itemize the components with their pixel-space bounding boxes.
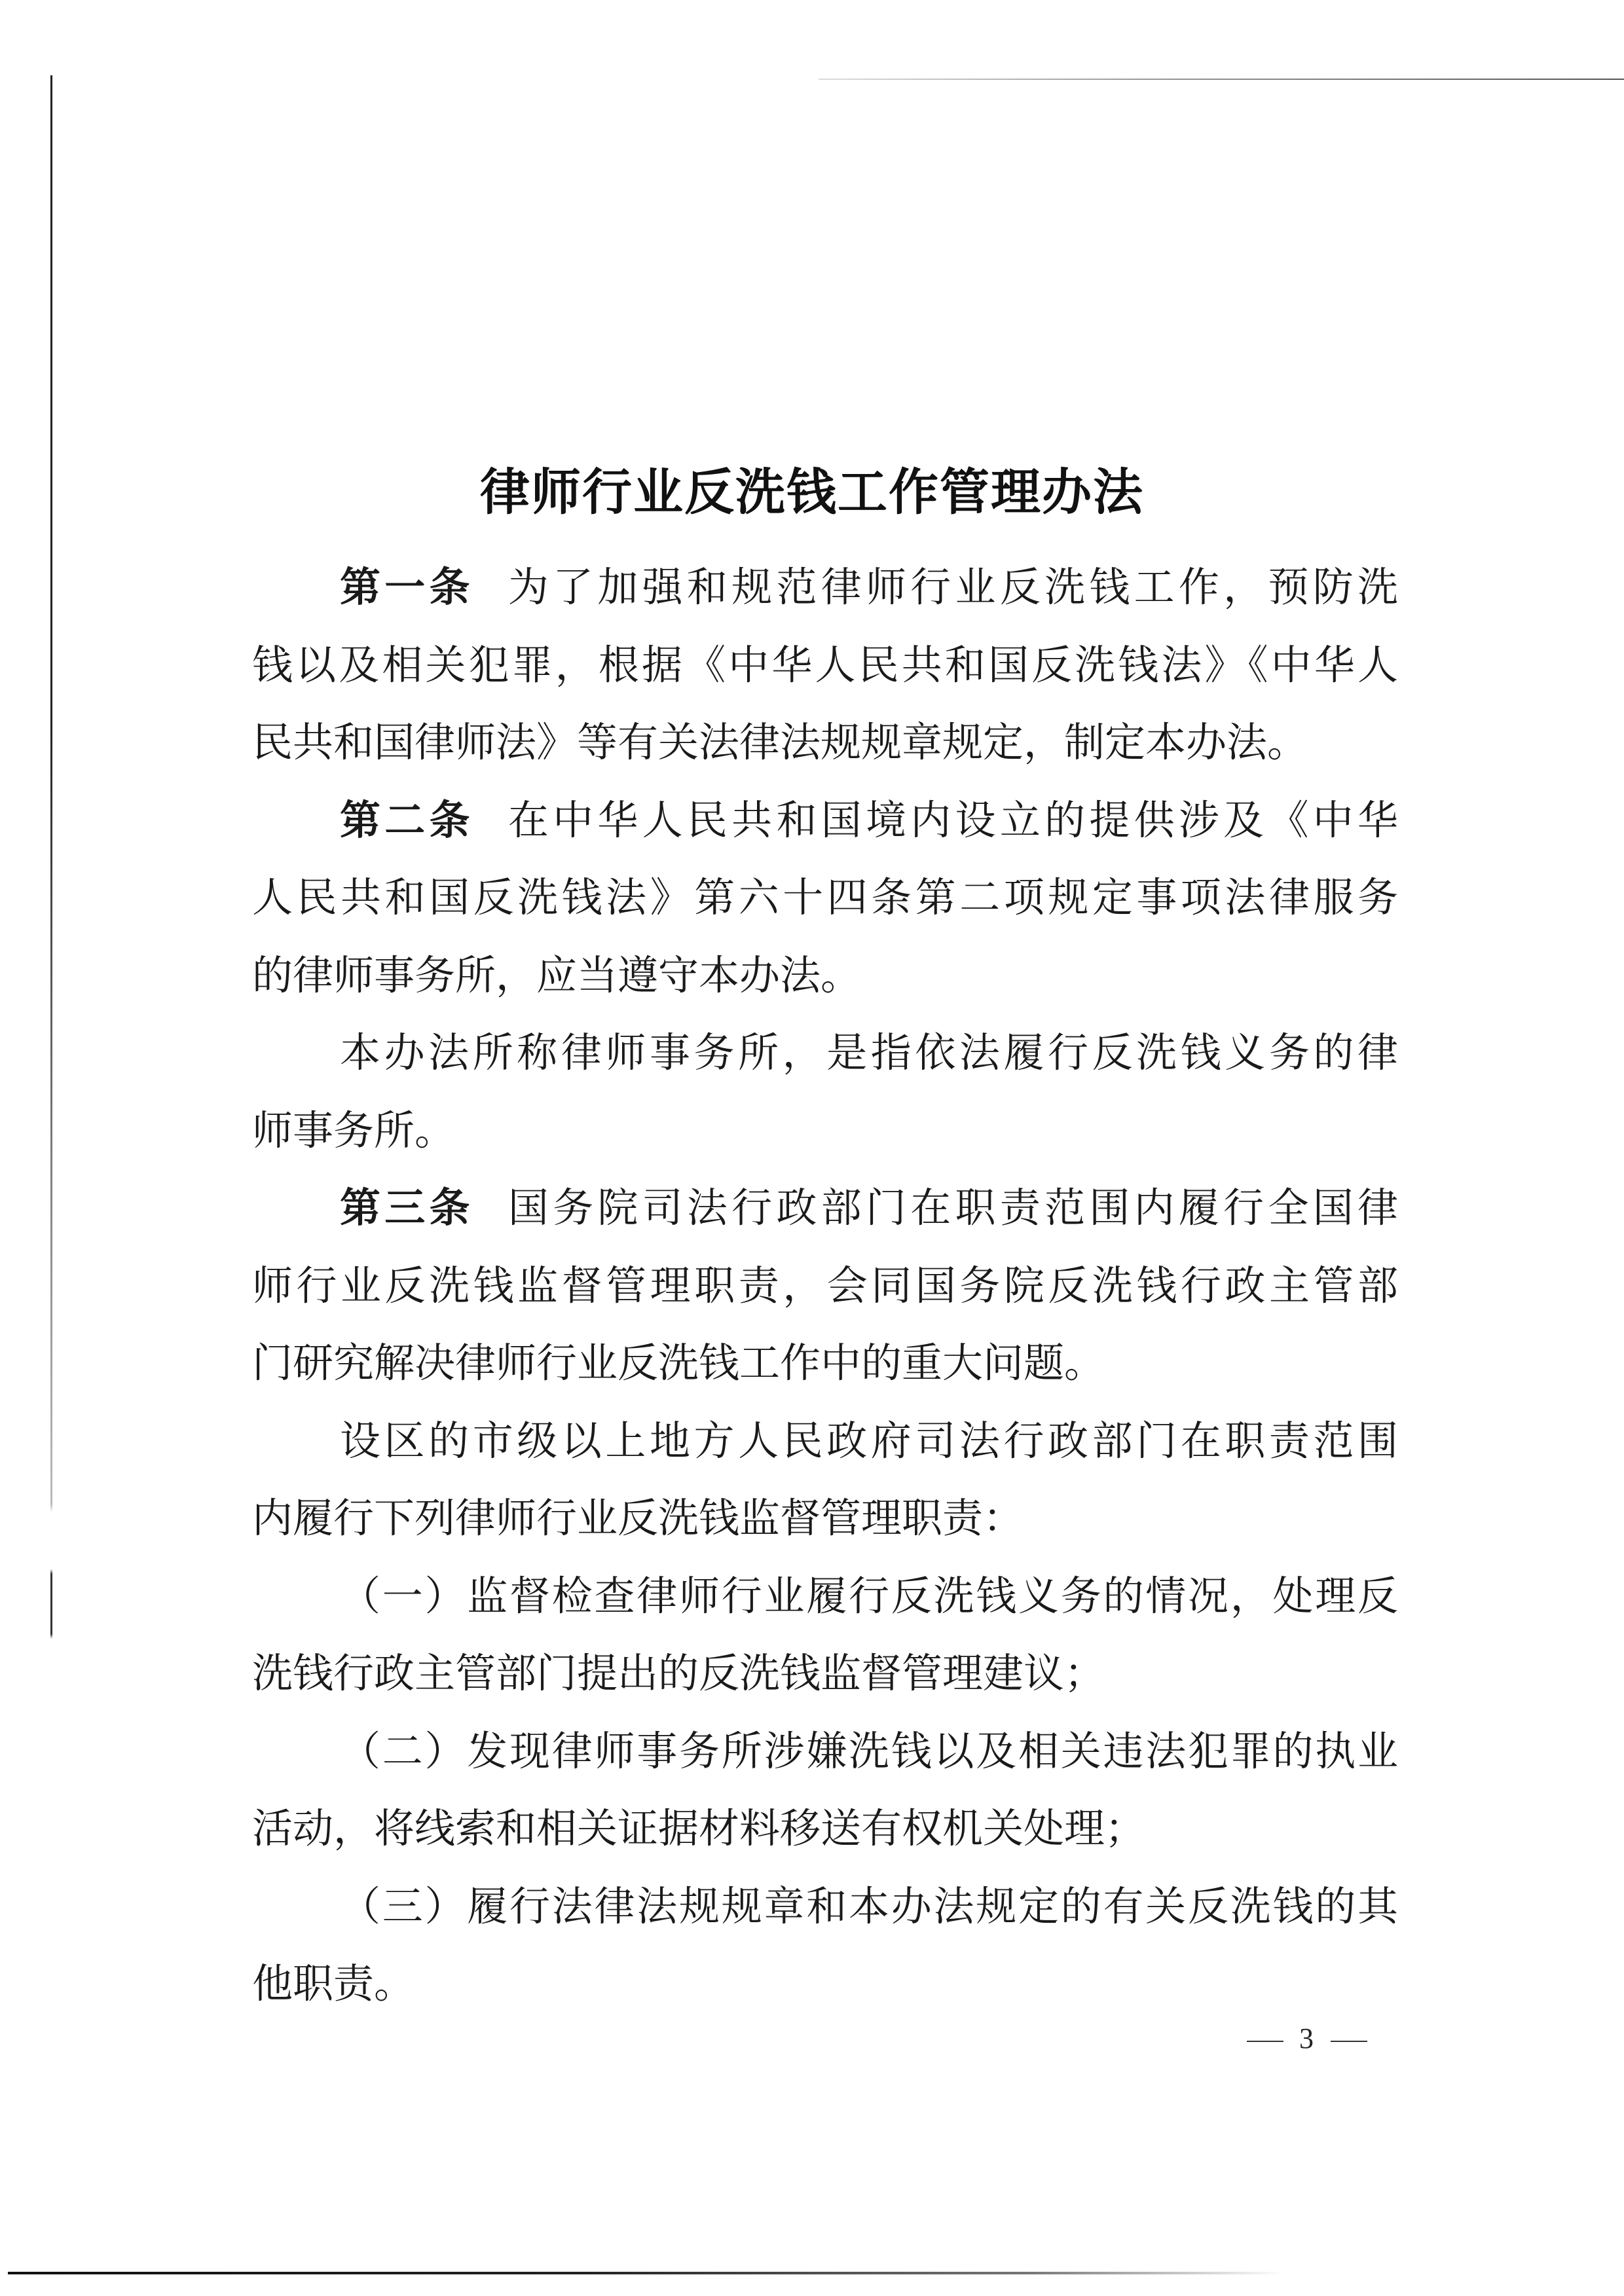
paragraph-line: 内履行下列律师行业反洗钱监督管理职责：: [252, 1494, 1024, 1542]
paragraph-line: 人民共和国反洗钱法》第六十四条第二项规定事项法律服务: [252, 873, 1398, 921]
document-title: 律师行业反洗钱工作管理办法: [480, 462, 1144, 521]
paragraph-line: 的律师事务所，应当遵守本办法。: [252, 951, 862, 999]
page-number: 3: [1231, 2022, 1383, 2055]
document-body: [252, 549, 1398, 2023]
paragraph-line: 本办法所称律师事务所，是指依法履行反洗钱义务的律: [340, 1029, 1398, 1076]
paragraph-line: 第三条 国务院司法行政部门在职责范围内履行全国律: [340, 1184, 1398, 1231]
paragraph-line: 师行业反洗钱监督管理职责，会同国务院反洗钱行政主管部: [252, 1261, 1398, 1309]
paragraph-line: 第一条 为了加强和规范律师行业反洗钱工作，预防洗: [340, 563, 1398, 611]
dash-left: [1247, 2041, 1283, 2042]
article-label: 第一条: [340, 563, 474, 611]
scan-edge-left: [50, 75, 52, 1699]
list-item-line: 活动，将线索和相关证据材料移送有权机关处理；: [252, 1804, 1146, 1852]
scan-edge-top: [819, 79, 1624, 80]
scan-edge-bottom: [8, 2272, 1285, 2274]
dash-right: [1331, 2041, 1367, 2042]
paragraph-line: 民共和国律师法》等有关法律法规规章规定，制定本办法。: [252, 718, 1308, 766]
paragraph-line: 设区的市级以上地方人民政府司法行政部门在职责范围: [340, 1416, 1398, 1465]
paragraph-line: 师事务所。: [252, 1106, 456, 1154]
article-label: 第二条: [340, 795, 474, 844]
list-item-line: （一）监督检查律师行业履行反洗钱义务的情况，处理反: [340, 1571, 1398, 1620]
list-item-line: （三）履行法律法规规章和本办法规定的有关反洗钱的其: [340, 1882, 1398, 1930]
paragraph-line: 门研究解决律师行业反洗钱工作中的重大问题。: [252, 1339, 1105, 1387]
list-item-line: （二）发现律师事务所涉嫌洗钱以及相关违法犯罪的执业: [340, 1726, 1398, 1775]
paragraph-line: 钱以及相关犯罪，根据《中华人民共和国反洗钱法》《中华人: [252, 640, 1398, 689]
list-item-line: 他职责。: [252, 1959, 415, 2007]
paragraph-line: 第二条 在中华人民共和国境内设立的提供涉及《中华: [340, 795, 1398, 844]
article-label: 第三条: [340, 1184, 474, 1231]
list-item-line: 洗钱行政主管部门提出的反洗钱监督管理建议；: [252, 1649, 1105, 1697]
